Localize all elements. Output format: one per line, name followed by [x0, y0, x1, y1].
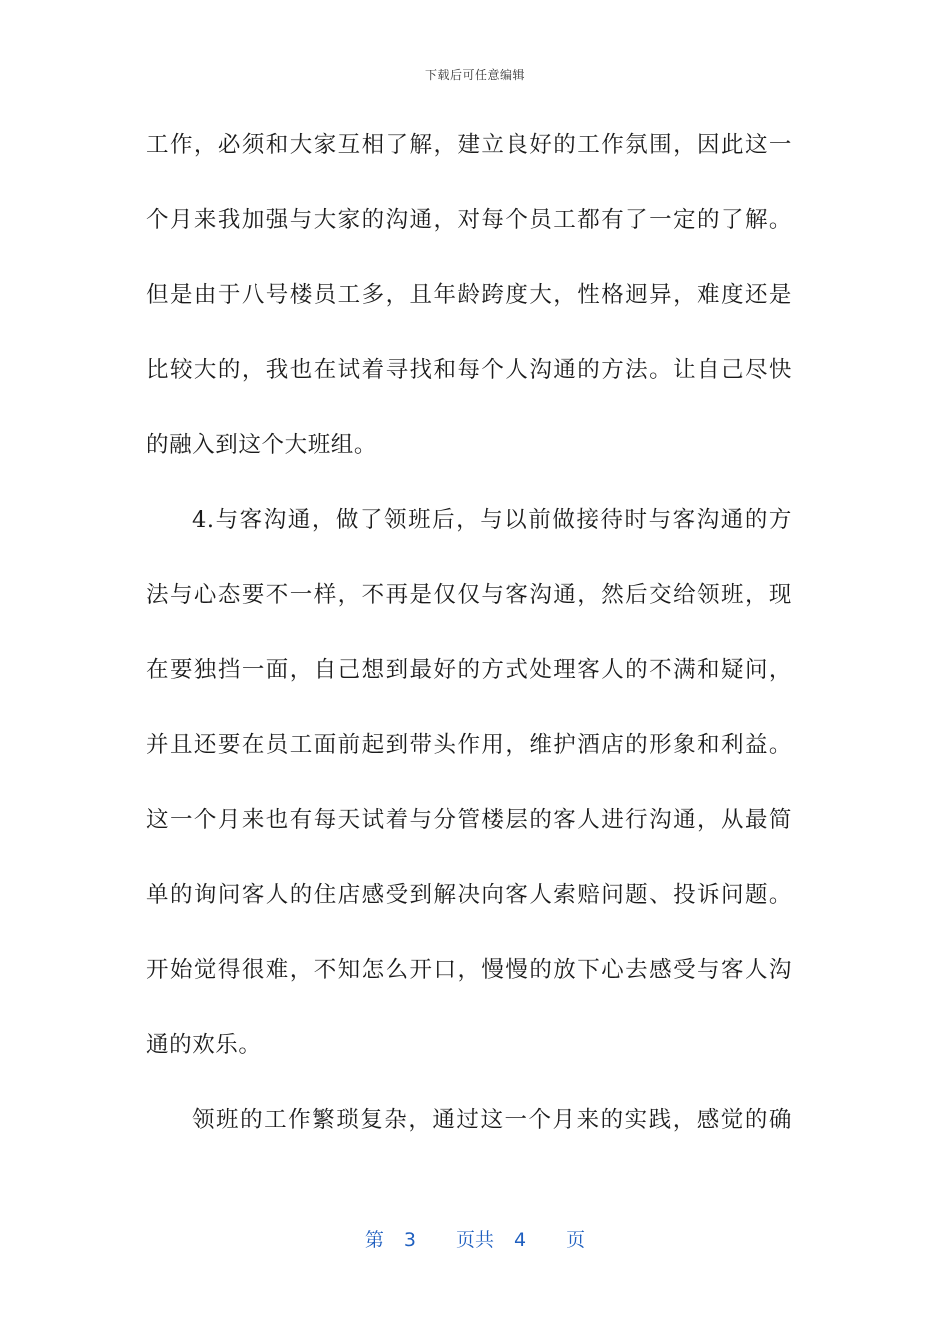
body-line: 开始觉得很难，不知怎么开口，慢慢的放下心去感受与客人沟: [146, 957, 792, 983]
body-line: 这一个月来也有每天试着与分管楼层的客人进行沟通，从最简: [146, 807, 792, 833]
page-number-footer: [0, 1225, 950, 1252]
body-line: 单的询问客人的住店感受到解决向客人索赔问题、投诉问题。: [146, 882, 792, 908]
body-line: 的融入到这个大班组。: [146, 432, 378, 458]
body-line: 法与心态要不一样，不再是仅仅与客沟通，然后交给领班，现: [146, 582, 792, 608]
page-mid: 页共: [455, 1229, 494, 1251]
current-page-number: 3: [403, 1229, 416, 1251]
body-line: 但是由于八号楼员工多，且年龄跨度大，性格迥异，难度还是: [146, 282, 792, 308]
page-header-note: 下载后可任意编辑: [424, 68, 525, 82]
body-line: 比较大的，我也在试着寻找和每个人沟通的方法。让自己尽快: [146, 357, 792, 383]
body-line: 并且还要在员工面前起到带头作用，维护酒店的形象和利益。: [146, 732, 792, 758]
total-pages-number: 4: [514, 1229, 527, 1251]
body-line: 通的欢乐。: [146, 1032, 262, 1058]
page-suffix: 页: [566, 1229, 586, 1251]
body-line: 个月来我加强与大家的沟通，对每个员工都有了一定的了解。: [146, 207, 792, 233]
body-line: 领班的工作繁琐复杂，通过这一个月来的实践，感觉的确: [192, 1107, 792, 1133]
document-body: [146, 118, 792, 1168]
body-line: 4.与客沟通，做了领班后，与以前做接待时与客沟通的方: [192, 507, 792, 533]
page-prefix: 第: [364, 1229, 384, 1251]
body-line: 在要独挡一面，自己想到最好的方式处理客人的不满和疑问，: [146, 657, 792, 683]
body-line: 工作，必须和大家互相了解，建立良好的工作氛围，因此这一: [146, 132, 792, 158]
